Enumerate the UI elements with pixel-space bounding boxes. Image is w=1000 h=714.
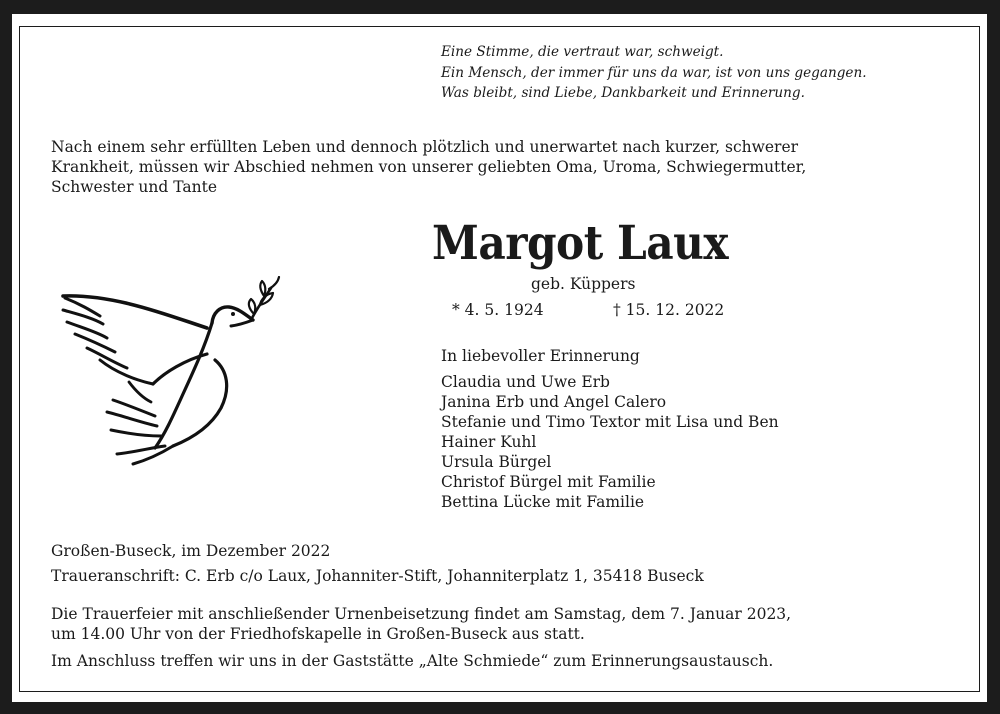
dove-with-olive-branch-icon bbox=[55, 276, 285, 466]
poem-line: Ein Mensch, der immer für uns da war, ist von uns gegangen. bbox=[441, 64, 867, 81]
mourners-heading: In liebevoller Erinnerung bbox=[441, 347, 640, 365]
place-and-date: Großen-Buseck, im Dezember 2022 bbox=[51, 542, 331, 560]
intro-line: Nach einem sehr erfüllten Leben und dennoch plötzlich und unerwartet nach kurzer, schwerer bbox=[51, 138, 799, 156]
mourner-name: Stefanie und Timo Textor mit Lisa und Ben bbox=[441, 413, 779, 431]
mourning-address: Traueranschrift: C. Erb c/o Laux, Johanniter-Stift, Johanniterplatz 1, 35418 Buseck bbox=[51, 567, 704, 585]
service-line: Die Trauerfeier mit anschließender Urnenbeisetzung findet am Samstag, dem 7. Januar 2023, bbox=[51, 605, 792, 623]
intro-line: Schwester und Tante bbox=[51, 178, 217, 196]
poem-line: Eine Stimme, die vertraut war, schweigt. bbox=[441, 44, 724, 60]
mourner-name: Claudia und Uwe Erb bbox=[441, 373, 610, 391]
intro-line: Krankheit, müssen wir Abschied nehmen von unserer geliebten Oma, Uroma, Schwiegermutter, bbox=[51, 158, 807, 176]
reception-text: Im Anschluss treffen wir uns in der Gaststätte „Alte Schmiede“ zum Erinnerungsaustausch. bbox=[51, 652, 774, 670]
mourner-name: Janina Erb und Angel Calero bbox=[441, 393, 667, 411]
service-line: um 14.00 Uhr von der Friedhofskapelle in Großen-Buseck aus statt. bbox=[51, 625, 585, 643]
deceased-name: Margot Laux bbox=[432, 216, 729, 271]
mourner-name: Hainer Kuhl bbox=[441, 433, 537, 451]
poem-line: Was bleibt, sind Liebe, Dankbarkeit und Erinnerung. bbox=[441, 85, 805, 101]
mourner-name: Ursula Bürgel bbox=[441, 453, 552, 471]
maiden-name: geb. Küppers bbox=[531, 275, 636, 293]
poem bbox=[441, 42, 867, 104]
mourner-name: Christof Bürgel mit Familie bbox=[441, 473, 656, 491]
funeral-service-text bbox=[51, 604, 791, 644]
death-date: † 15. 12. 2022 bbox=[613, 301, 725, 319]
mourners-block bbox=[441, 346, 779, 512]
mourners-list bbox=[441, 372, 779, 512]
birth-date: * 4. 5. 1924 bbox=[452, 301, 544, 319]
mourner-name: Bettina Lücke mit Familie bbox=[441, 493, 645, 511]
intro-text bbox=[51, 137, 806, 197]
